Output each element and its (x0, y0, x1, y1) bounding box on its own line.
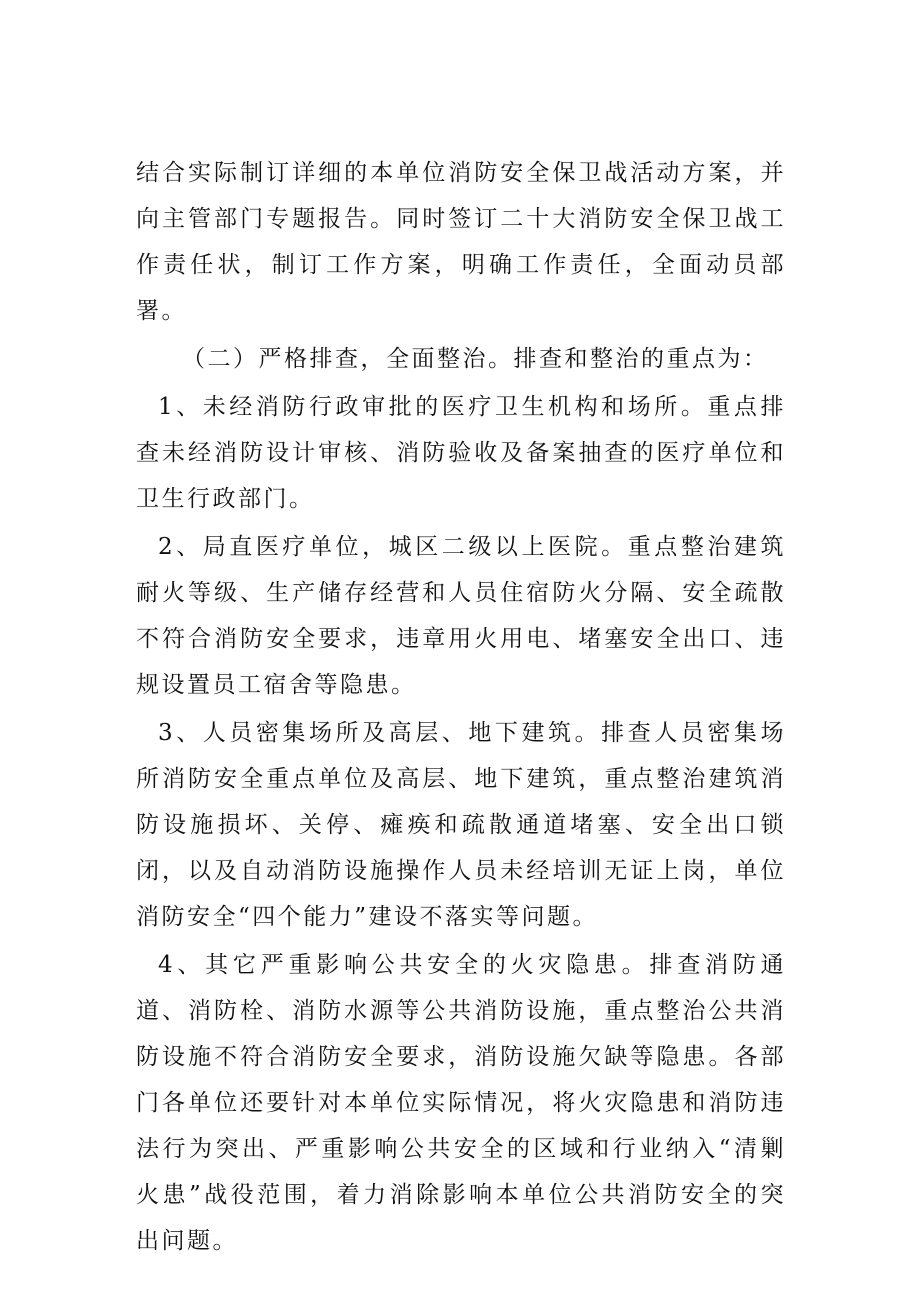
paragraph-continuation: 结合实际制订详细的本单位消防安全保卫战活动方案，并向主管部门专题报告。同时签订二十大消防安全保卫战工作责任状，制订工作方案，明确工作责任，全面动员部署。 (136, 160, 786, 324)
document-body (136, 150, 786, 1264)
paragraph-item-2: 2、局直医疗单位，城区二级以上医院。重点整治建筑耐火等级、生产储存经营和人员住宿防火分隔、安全疏散不符合消防安全要求，违章用火用电、堵塞安全出口、违规设置员工宿舍等隐患。 (136, 534, 786, 698)
paragraph-item-4: 4、其它严重影响公共安全的火灾隐患。排查消防通道、消防栓、消防水源等公共消防设施，重点整治公共消防设施不符合消防安全要求，消防设施欠缺等隐患。各部门各单位还要针对本单位实际情况，将火灾隐患和消防违法行为突出、严重影响公共安全的区域和行业纳入“清剿火患”战役范围，着力消除影响本单位公共消防安全的突出问题。 (136, 952, 786, 1254)
paragraph-item-3: 3、人员密集场所及高层、地下建筑。排查人员密集场所消防安全重点单位及高层、地下建筑，重点整治建筑消防设施损坏、关停、瘫痪和疏散通道堵塞、安全出口锁闭，以及自动消防设施操作人员未经培训无证上岗，单位消防安全“四个能力”建设不落实等问题。 (136, 720, 786, 930)
paragraph-item-1: 1、未经消防行政审批的医疗卫生机构和场所。重点排查未经消防设计审核、消防验收及备案抽查的医疗单位和卫生行政部门。 (136, 394, 786, 512)
paragraph-section-heading: （二）严格排查，全面整治。排查和整治的重点为： (182, 346, 769, 372)
